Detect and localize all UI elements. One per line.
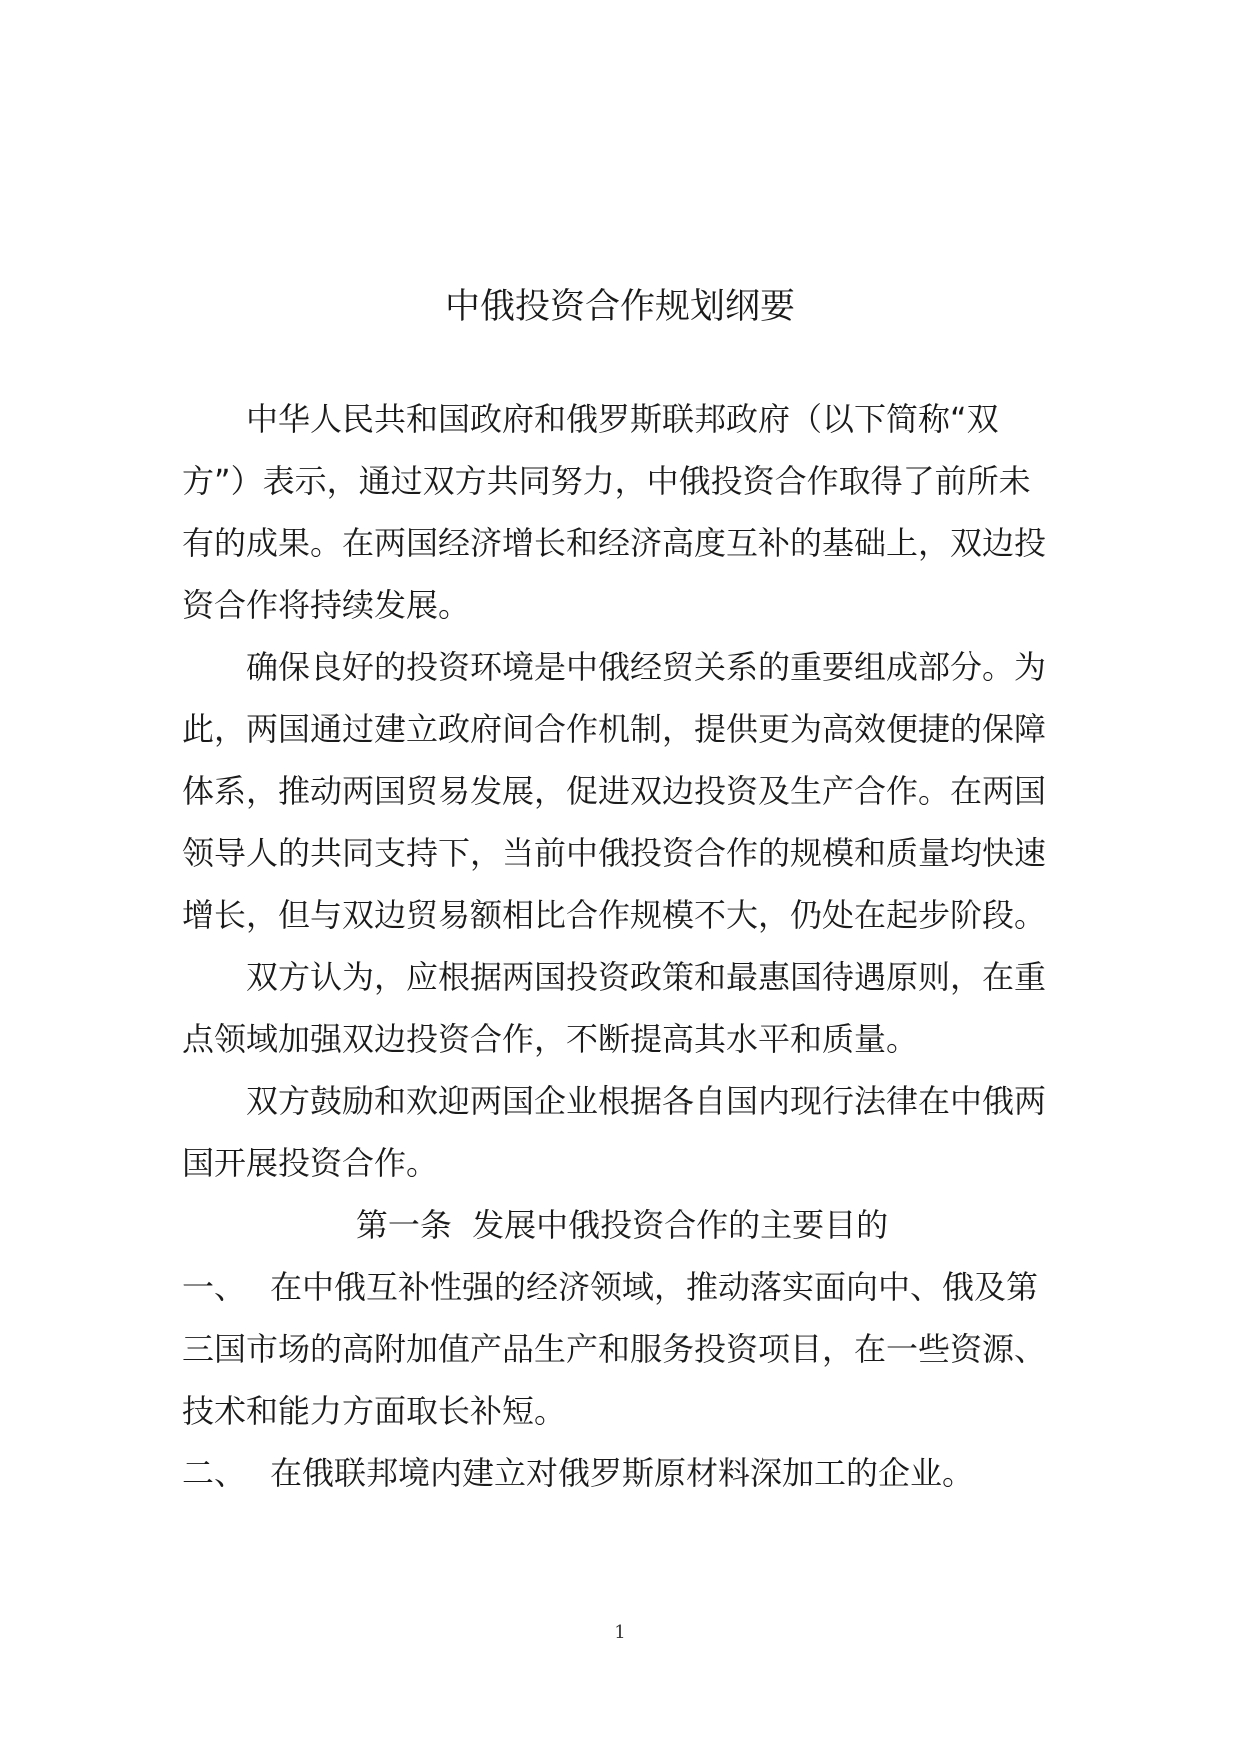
list-text: 在俄联邦境内建立对俄罗斯原材料深加工的企业。 — [270, 1454, 975, 1492]
list-item-1 — [182, 1256, 1062, 1442]
document-title: 中俄投资合作规划纲要 — [444, 287, 795, 327]
paragraph-4: 双方鼓励和欢迎两国企业根据各自国内现行法律在中俄两国开展投资合作。 — [182, 1082, 1047, 1182]
section-heading: 第一条 发展中俄投资合作的主要目的 — [355, 1206, 889, 1244]
paragraph-3: 双方认为，应根据两国投资政策和最惠国待遇原则，在重点领域加强双边投资合作，不断提高其水平和质量。 — [182, 958, 1047, 1058]
list-item-2 — [182, 1442, 1062, 1504]
paragraph-1: 中华人民共和国政府和俄罗斯联邦政府（以下简称“双方”）表示，通过双方共同努力，中俄投资合作取得了前所未有的成果。在两国经济增长和经济高度互补的基础上，双边投资合作将持续发展。 — [182, 400, 1047, 624]
list-number: 一、 — [182, 1268, 247, 1306]
list-number: 二、 — [182, 1454, 247, 1492]
page-number: 1 — [614, 1622, 626, 1643]
document-body — [182, 388, 1062, 1504]
list-text: 在中俄互补性强的经济领域，推动落实面向中、俄及第三国市场的高附加值产品生产和服务投资项目，在一些资源、技术和能力方面取长补短。 — [182, 1268, 1047, 1430]
paragraph-2: 确保良好的投资环境是中俄经贸关系的重要组成部分。为此，两国通过建立政府间合作机制，提供更为高效便捷的保障体系，推动两国贸易发展，促进双边投资及生产合作。在两国领导人的共同支持下，当前中俄投资合作的规模和质量均快速增长，但与双边贸易额相比合作规模不大，仍处在起步阶段。 — [182, 648, 1047, 934]
